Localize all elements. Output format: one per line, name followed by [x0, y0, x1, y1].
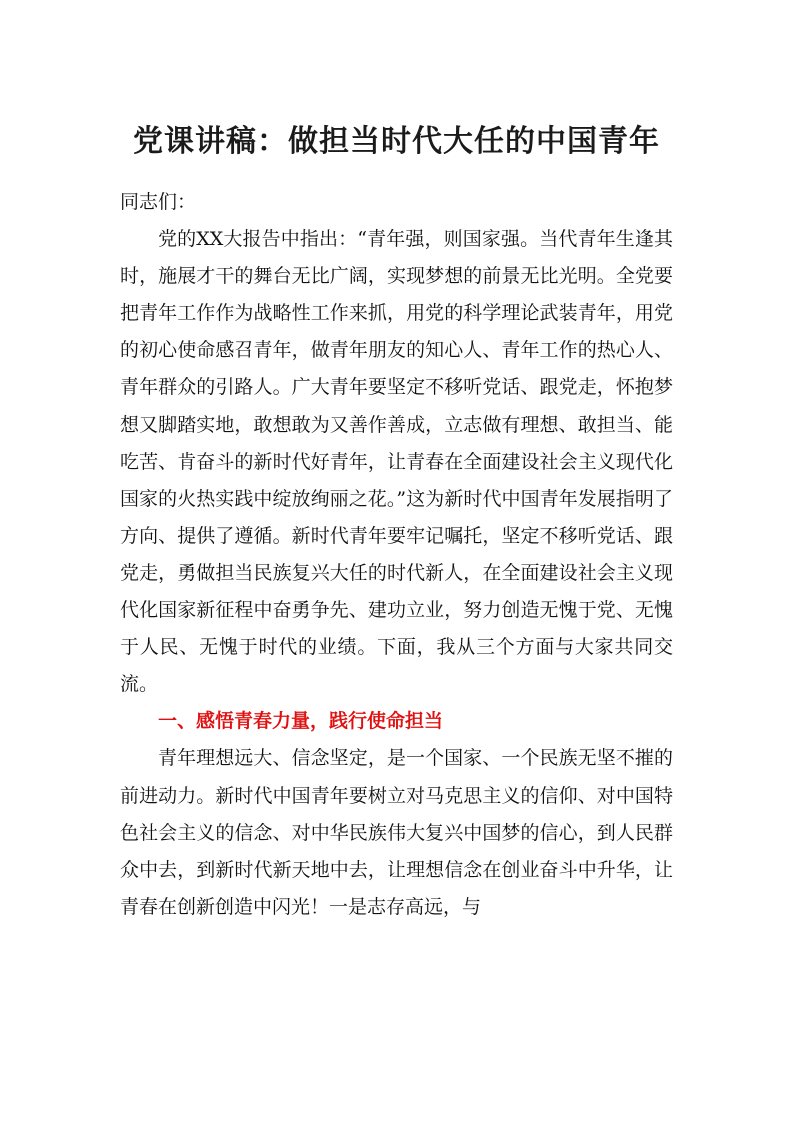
- section-heading-1: 一、感悟青春力量，践行使命担当: [158, 710, 444, 733]
- document-body: [120, 184, 673, 926]
- salutation: 同志们：: [120, 191, 197, 213]
- paragraph-intro: 党的XX大报告中指出：“青年强，则国家强。当代青年生逢其时，施展才干的舞台无比广阔，实现梦想的前景无比光明。全党要把青年工作作为战略性工作来抓，用党的科学理论武装青年，用党的初心使命感召青年，做青年朋友的知心人、青年工作的热心人、青年群众的引路人。广大青年要坚定不移听党话、跟党走，怀抱梦想又脚踏实地，敢想敢为又善作善成，立志做有理想、敢担当、能吃苦、肯奋斗的新时代好青年，让青春在全面建设社会主义现代化国家的火热实践中绽放绚丽之花。”这为新时代中国青年发展指明了方向、提供了遵循。新时代青年要牢记嘱托，坚定不移听党话、跟党走，勇做担当民族复兴大任的时代新人，在全面建设社会主义现代化国家新征程中奋勇争先、建功立业，努力创造无愧于党、无愧于人民、无愧于时代的业绩。下面，我从三个方面与大家共同交流。: [120, 228, 673, 696]
- document-title: 党课讲稿：做担当时代大任的中国青年: [133, 124, 660, 159]
- paragraph-section-1: 青年理想远大、信念坚定，是一个国家、一个民族无坚不摧的前进动力。新时代中国青年要树立对马克思主义的信仰、对中国特色社会主义的信念、对中华民族伟大复兴中国梦的信心，到人民群众中去，到新时代新天地中去，让理想信念在创业奋斗中升华，让青春在创新创造中闪光！一是志存高远，与: [120, 747, 673, 918]
